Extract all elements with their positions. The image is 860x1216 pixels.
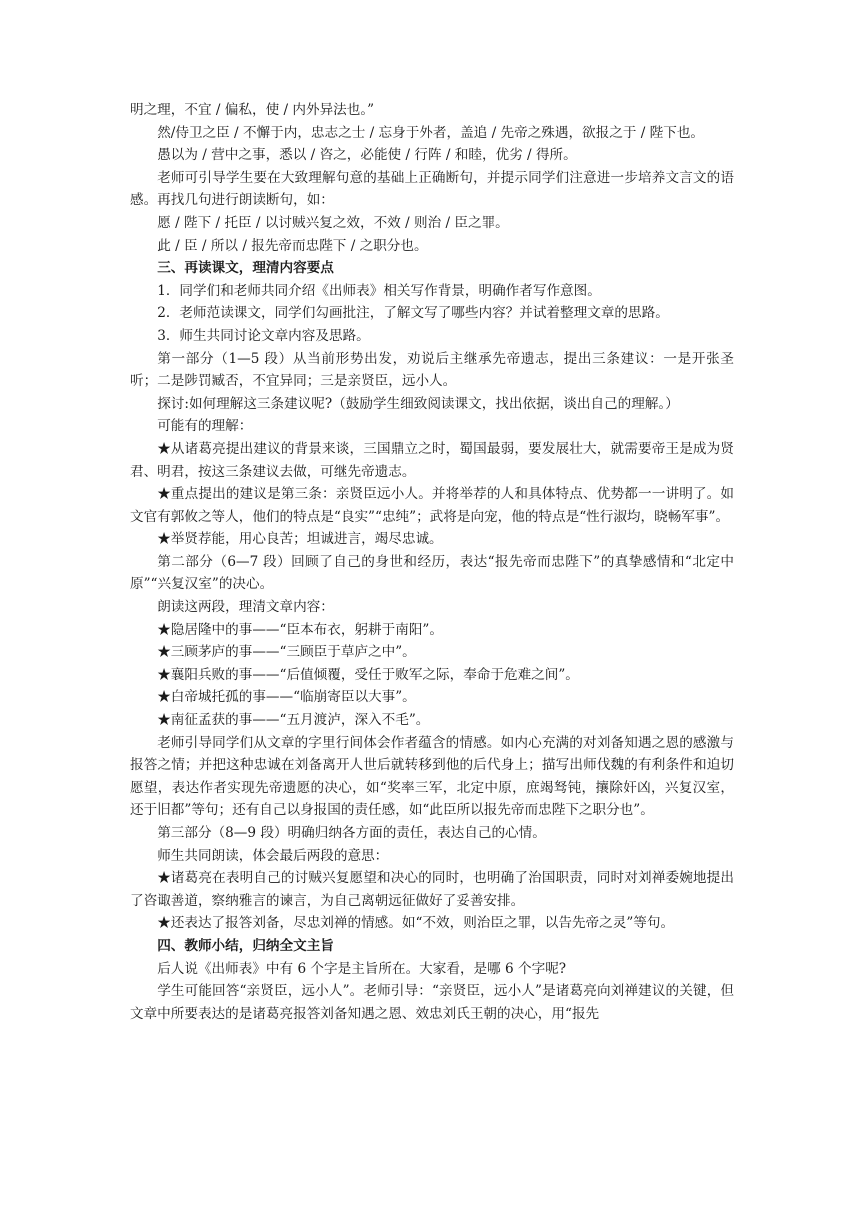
list-item-2: 2．老师范读课文，同学们勾画批注，了解文写了哪些内容？并试着整理文章的思路。 [157, 305, 669, 322]
paragraph-part-one: 第一部分（1—5 段）从当前形势出发，劝说后主继承先帝遗志，提出三条建议：一是开张圣听；二是陟罚臧否，不宜异同；三是亲贤臣，远小人。 [130, 350, 734, 390]
star-point-recommend: ★举贤荐能，用心良苦；坦诚进言，竭尽忠诚。 [157, 531, 443, 548]
star-point-baidicheng: ★白帝城托孤的事——“临崩寄臣以大事”。 [157, 689, 416, 706]
star-point-background: ★从诸葛亮提出建议的背景来谈，三国鼎立之时，蜀国最弱，要发展壮大，就需要帝王是成为贤君、明君，按这三条建议去做，可继先帝遗志。 [130, 440, 734, 480]
paragraph-punctuation-example-1: 然/侍卫之臣 / 不懈于内，忠志之士 / 忘身于外者，盖追 / 先帝之殊遇，欲报之于 / 陛下也。 [157, 124, 705, 141]
star-point-menghuo: ★南征孟获的事——“五月渡泸，深入不毛”。 [157, 712, 430, 729]
list-item-1: 1．同学们和老师共同介绍《出师表》相关写作背景，明确作者写作意图。 [157, 282, 601, 299]
star-point-longzhong: ★隐居隆中的事——“臣本布衣，躬耕于南阳”。 [157, 621, 443, 638]
star-point-loyalty: ★还表达了报答刘备，尽忠刘禅的情感。如“不效，则治臣之罪，以告先帝之灵”等句。 [157, 915, 675, 932]
document-body [130, 99, 734, 1025]
star-point-xiangyang: ★襄阳兵败的事——“后值倾覆，受任于败军之际，奉命于危难之间”。 [157, 666, 579, 683]
star-point-three-visits: ★三顾茅庐的事——“三顾臣于草庐之中”。 [157, 644, 416, 661]
paragraph-punctuation-example-2: 愚以为 / 营中之事，悉以 / 咨之，必能使 / 行阵 / 和睦，优劣 / 得所。 [157, 147, 577, 164]
list-item-3: 3．师生共同讨论文章内容及思路。 [157, 327, 370, 344]
section-heading-4: 四、教师小结，归纳全文主旨 [157, 937, 334, 954]
paragraph-continued: 明之理，不宜 / 偏私，使 / 内外异法也。” [130, 102, 375, 118]
paragraph-student-answer: 学生可能回答“亲贤臣，远小人”。老师引导：“亲贤臣，远小人”是诸葛亮向刘禅建议的关键，但文章中所要表达的是诸葛亮报答刘备知遇之恩、效忠刘氏王朝的决心，用“报先 [130, 983, 734, 1022]
paragraph-part-two: 第二部分（6—7 段）回顾了自己的身世和经历，表达“报先帝而忠陛下”的真挚感情和“北定中原”“兴复汉室”的决心。 [130, 553, 734, 593]
paragraph-read-last-sections: 师生共同朗读，体会最后两段的意思： [157, 847, 389, 864]
paragraph-part-three: 第三部分（8—9 段）明确归纳各方面的责任，表达自己的心情。 [157, 825, 546, 841]
star-point-duties: ★诸葛亮在表明自己的讨贼兴复愿望和决心的同时，也明确了治国职责，同时对刘禅委婉地提出了咨诹善道，察纳雅言的谏言，为自己离朝远征做好了妥善安排。 [130, 870, 734, 909]
section-heading-3: 三、再读课文，理清内容要点 [157, 260, 334, 277]
paragraph-reading-example-2: 此 / 臣 / 所以 / 报先帝而忠陛下 / 之职分也。 [157, 237, 428, 254]
paragraph-discussion: 探讨:如何理解这三条建议呢?（鼓励学生细致阅读课文，找出依据，谈出自己的理解。） [157, 395, 679, 412]
paragraph-six-characters: 后人说《出师表》中有 6 个字是主旨所在。大家看，是哪 6 个字呢? [157, 960, 567, 977]
paragraph-possible-understanding: 可能有的理解： [157, 418, 253, 435]
star-point-third-suggestion: ★重点提出的建议是第三条：亲贤臣远小人。并将举荐的人和具体特点、优势都一一讲明了。如文官有郭攸之等人，他们的特点是“良实”“忠纯”；武将是向宠，他的特点是“性行淑均，晓畅军事”。 [130, 486, 734, 525]
paragraph-emotion-guidance: 老师引导同学们从文章的字里行间体会作者蕴含的情感。如内心充满的对刘备知遇之恩的感激与报答之情；并把这种忠诚在刘备离开人世后就转移到他的后代身上；描写出师伐魏的有利条件和迫切愿望，表达作者实现先帝遗愿的决心，如“奖率三军，北定中原，庶竭驽钝，攘除奸凶，兴复汉室，还于旧都”等句；还有自己以身报国的责任感，如“此臣所以报先帝而忠陛下之职分也”。 [130, 734, 734, 819]
paragraph-reading-example-1: 愿 / 陛下 / 托臣 / 以讨贼兴复之效，不效 / 则治 / 臣之罪。 [157, 214, 509, 231]
paragraph-teacher-guidance: 老师可引导学生要在大致理解句意的基础上正确断句，并提示同学们注意进一步培养文言文的语感。再找几句进行朗读断句，如： [130, 169, 734, 209]
paragraph-read-two-sections: 朗读这两段，理清文章内容： [157, 599, 334, 616]
